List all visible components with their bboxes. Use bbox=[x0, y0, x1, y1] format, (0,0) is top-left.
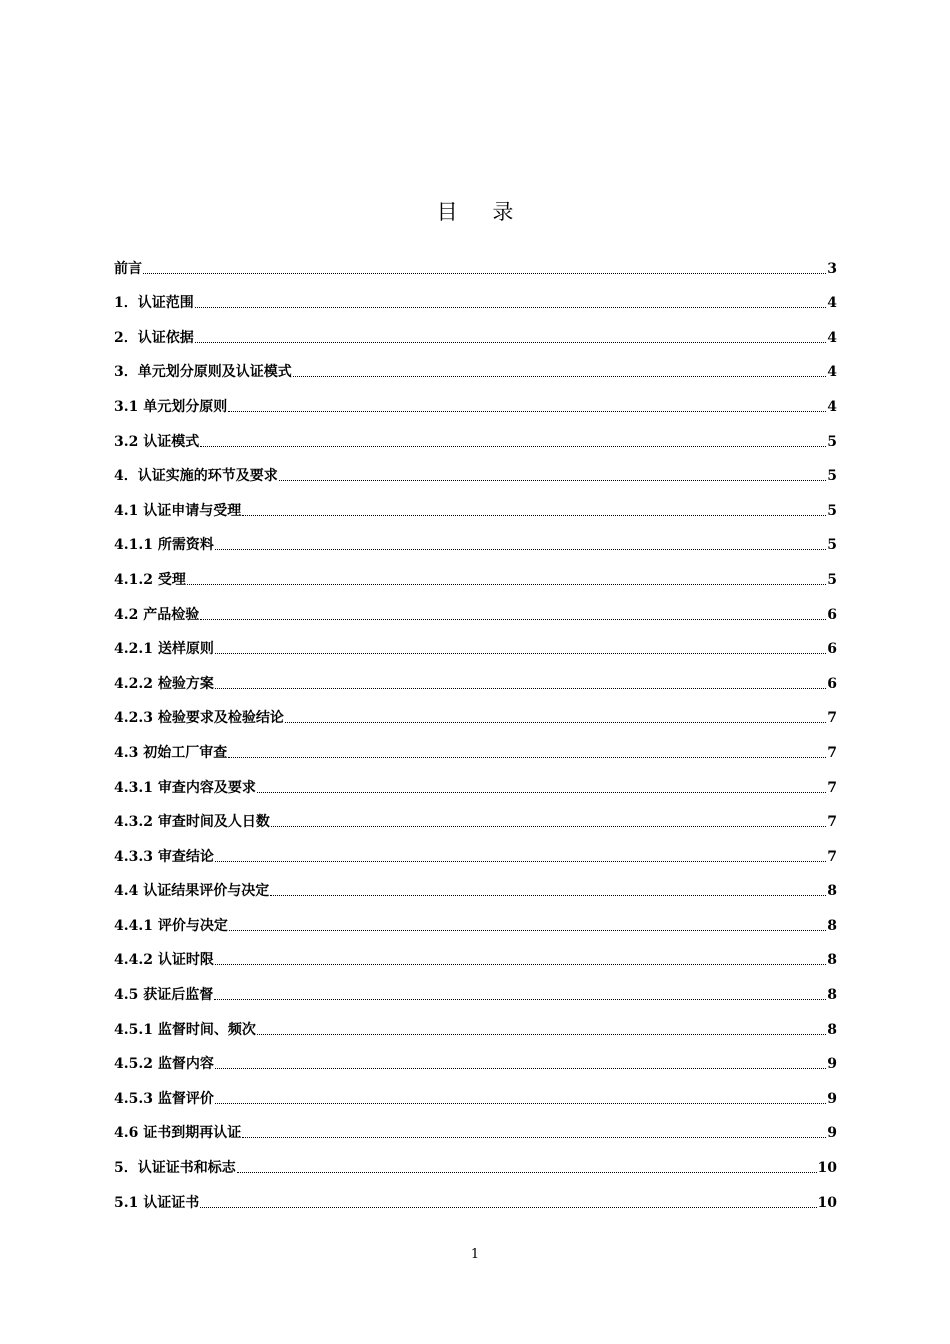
toc-entry-page: 10 bbox=[817, 1194, 837, 1211]
toc-dot-leader bbox=[187, 584, 826, 585]
toc-entry[interactable] bbox=[114, 938, 837, 973]
toc-entry-label: 1．认证范围 bbox=[114, 295, 194, 312]
toc-title: 目 录 bbox=[436, 200, 528, 224]
toc-dot-leader bbox=[257, 792, 826, 793]
toc-entry-label: 4.3.2 审查时间及人日数 bbox=[114, 814, 270, 831]
toc-entry[interactable] bbox=[114, 1111, 837, 1146]
toc-entry-page: 10 bbox=[817, 1160, 837, 1177]
toc-entry-label: 4.5.3 监督评价 bbox=[114, 1090, 214, 1107]
toc-entry-label: 4.2.3 检验要求及检验结论 bbox=[114, 710, 284, 727]
toc-entry[interactable] bbox=[114, 592, 837, 627]
toc-entry-label: 5.1 认证证书 bbox=[114, 1194, 200, 1211]
toc-entry[interactable] bbox=[114, 384, 837, 419]
toc-entry-label: 3．单元划分原则及认证模式 bbox=[114, 364, 292, 381]
toc-entry[interactable] bbox=[114, 765, 837, 800]
toc-dot-leader bbox=[271, 826, 826, 827]
toc-entry-page: 7 bbox=[827, 779, 837, 796]
toc-entry-label: 4.1.1 所需资料 bbox=[114, 537, 214, 554]
toc-entry[interactable] bbox=[114, 903, 837, 938]
toc-entry-label: 4.5 获证后监督 bbox=[114, 987, 214, 1004]
toc-entry-page: 4 bbox=[827, 364, 837, 381]
toc-dot-leader bbox=[257, 1034, 826, 1035]
toc-entry[interactable] bbox=[114, 1180, 837, 1215]
toc-entry-label: 2．认证依据 bbox=[114, 329, 194, 346]
toc-entry-label: 前言 bbox=[114, 260, 142, 277]
toc-dot-leader bbox=[195, 307, 827, 308]
toc-dot-leader bbox=[215, 861, 826, 862]
toc-dot-leader bbox=[242, 515, 826, 516]
toc-entry[interactable] bbox=[114, 246, 837, 281]
toc-entry-label: 4.3.3 审查结论 bbox=[114, 848, 214, 865]
toc-entry-label: 3.2 认证模式 bbox=[114, 433, 200, 450]
toc-dot-leader bbox=[285, 722, 826, 723]
toc-dot-leader bbox=[200, 1207, 816, 1208]
toc-entry[interactable] bbox=[114, 557, 837, 592]
toc-entry[interactable] bbox=[114, 627, 837, 662]
toc-dot-leader bbox=[229, 930, 826, 931]
toc-entry-label: 4.4 认证结果评价与决定 bbox=[114, 883, 270, 900]
toc-entry-label: 4.5.2 监督内容 bbox=[114, 1056, 214, 1073]
toc-entry[interactable] bbox=[114, 696, 837, 731]
toc-entry[interactable] bbox=[114, 1007, 837, 1042]
toc-entry-page: 4 bbox=[827, 295, 837, 312]
toc-entry[interactable] bbox=[114, 315, 837, 350]
toc-entry-label: 4.5.1 监督时间、频次 bbox=[114, 1021, 256, 1038]
toc-entry-label: 4.3.1 审查内容及要求 bbox=[114, 779, 256, 796]
toc-entry-page: 5 bbox=[827, 537, 837, 554]
toc-dot-leader bbox=[200, 446, 826, 447]
toc-entry-page: 5 bbox=[827, 502, 837, 519]
toc-entry-page: 6 bbox=[827, 606, 837, 623]
toc-dot-leader bbox=[215, 1103, 826, 1104]
toc-entry-page: 8 bbox=[827, 917, 837, 934]
toc-entry-page: 4 bbox=[827, 398, 837, 415]
toc-entry[interactable] bbox=[114, 800, 837, 835]
toc-entry-page: 5 bbox=[827, 571, 837, 588]
toc-dot-leader bbox=[215, 653, 826, 654]
toc-entry[interactable] bbox=[114, 419, 837, 454]
toc-dot-leader bbox=[242, 1137, 826, 1138]
toc-dot-leader bbox=[143, 273, 826, 274]
toc-entry-page: 5 bbox=[827, 468, 837, 485]
toc-entry-page: 7 bbox=[827, 814, 837, 831]
toc-entry-label: 4.3 初始工厂审查 bbox=[114, 744, 228, 761]
toc-entry-label: 4.6 证书到期再认证 bbox=[114, 1125, 242, 1142]
page-number: 1 bbox=[470, 1247, 480, 1262]
toc-list bbox=[114, 246, 837, 1215]
toc-entry-page: 7 bbox=[827, 744, 837, 761]
toc-dot-leader bbox=[279, 480, 827, 481]
toc-entry[interactable] bbox=[114, 454, 837, 489]
toc-entry-page: 4 bbox=[827, 329, 837, 346]
toc-entry[interactable] bbox=[114, 730, 837, 765]
toc-entry[interactable] bbox=[114, 523, 837, 558]
toc-entry-page: 8 bbox=[827, 987, 837, 1004]
toc-entry[interactable] bbox=[114, 1076, 837, 1111]
toc-entry-page: 8 bbox=[827, 883, 837, 900]
toc-dot-leader bbox=[228, 411, 826, 412]
toc-entry-page: 9 bbox=[827, 1125, 837, 1142]
toc-entry-page: 7 bbox=[827, 710, 837, 727]
toc-entry-label: 4.4.2 认证时限 bbox=[114, 952, 214, 969]
toc-entry-label: 3.1 单元划分原则 bbox=[114, 398, 228, 415]
toc-dot-leader bbox=[293, 376, 827, 377]
toc-entry[interactable] bbox=[114, 834, 837, 869]
toc-entry-label: 5．认证证书和标志 bbox=[114, 1160, 236, 1177]
toc-entry-page: 3 bbox=[827, 260, 837, 277]
toc-dot-leader bbox=[228, 757, 826, 758]
toc-dot-leader bbox=[237, 1172, 817, 1173]
toc-dot-leader bbox=[195, 342, 827, 343]
toc-entry-label: 4.1 认证申请与受理 bbox=[114, 502, 242, 519]
toc-dot-leader bbox=[200, 619, 826, 620]
toc-entry-page: 5 bbox=[827, 433, 837, 450]
toc-entry-label: 4．认证实施的环节及要求 bbox=[114, 468, 278, 485]
toc-entry-label: 4.2.2 检验方案 bbox=[114, 675, 214, 692]
toc-entry-label: 4.2 产品检验 bbox=[114, 606, 200, 623]
toc-entry[interactable] bbox=[114, 661, 837, 696]
toc-entry-label: 4.2.1 送样原则 bbox=[114, 641, 214, 658]
toc-entry-page: 6 bbox=[827, 675, 837, 692]
toc-dot-leader bbox=[215, 688, 826, 689]
toc-entry[interactable] bbox=[114, 869, 837, 904]
toc-dot-leader bbox=[270, 895, 826, 896]
toc-entry[interactable] bbox=[114, 281, 837, 316]
toc-entry-page: 9 bbox=[827, 1090, 837, 1107]
toc-dot-leader bbox=[215, 1068, 826, 1069]
toc-entry-page: 8 bbox=[827, 1021, 837, 1038]
toc-dot-leader bbox=[215, 549, 826, 550]
toc-entry-page: 7 bbox=[827, 848, 837, 865]
toc-entry-page: 6 bbox=[827, 641, 837, 658]
toc-entry[interactable] bbox=[114, 488, 837, 523]
toc-dot-leader bbox=[214, 999, 826, 1000]
toc-entry[interactable] bbox=[114, 1145, 837, 1180]
toc-entry-page: 8 bbox=[827, 952, 837, 969]
toc-entry-page: 9 bbox=[827, 1056, 837, 1073]
toc-entry-label: 4.1.2 受理 bbox=[114, 571, 186, 588]
toc-dot-leader bbox=[215, 964, 826, 965]
toc-entry[interactable] bbox=[114, 350, 837, 385]
toc-entry[interactable] bbox=[114, 972, 837, 1007]
toc-entry[interactable] bbox=[114, 1042, 837, 1077]
toc-entry-label: 4.4.1 评价与决定 bbox=[114, 917, 228, 934]
